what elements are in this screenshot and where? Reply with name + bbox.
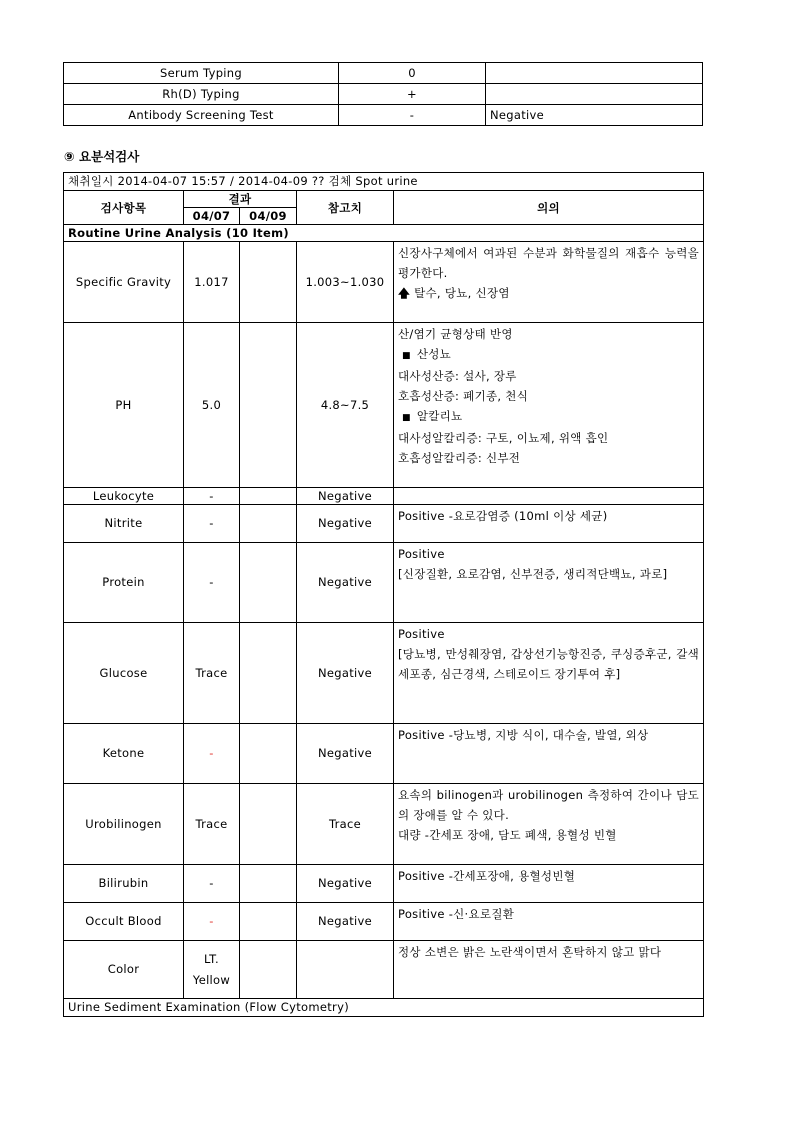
section-title: 요분석검사 [78, 149, 140, 164]
meaning-line: 대사성산증: 설사, 장루 [398, 369, 517, 383]
meaning-line: 대량 -간세포 장애, 담도 폐색, 용혈성 빈혈 [398, 828, 617, 842]
result-2 [240, 505, 297, 543]
result-2 [240, 903, 297, 941]
header-item: 검사항목 [64, 191, 184, 225]
item-name: Glucose [64, 623, 184, 724]
table-row [64, 724, 704, 784]
header-meaning: 의의 [394, 191, 704, 225]
test-name: Rh(D) Typing [64, 84, 339, 105]
group-title-row [64, 225, 704, 242]
section-number: ⑨ [64, 149, 75, 164]
item-name: Leukocyte [64, 488, 184, 505]
result-2 [240, 724, 297, 784]
result-2 [240, 865, 297, 903]
result-1: - [184, 903, 240, 941]
meaning-cell: 정상 소변은 밝은 노란색이면서 혼탁하지 않고 맑다 [394, 941, 704, 999]
meaning-line: ■ 산성뇨 [402, 347, 452, 361]
item-name: Color [64, 941, 184, 999]
table-row [64, 865, 704, 903]
section-heading [64, 147, 139, 165]
meaning-cell [394, 242, 704, 323]
item-name: Specific Gravity [64, 242, 184, 323]
result-2 [240, 488, 297, 505]
reference-value: Negative [297, 865, 394, 903]
item-name: Urobilinogen [64, 784, 184, 865]
test-name: Serum Typing [64, 63, 339, 84]
footer-row [64, 999, 704, 1017]
blood-typing-table [63, 62, 703, 126]
result-1: - [184, 543, 240, 623]
result-2 [240, 323, 297, 488]
meaning-line: 호흡성알칼리증: 신부전 [398, 451, 521, 465]
meaning-cell [394, 323, 704, 488]
meaning-cell: Positive -신·요로질환 [394, 903, 704, 941]
table-row [64, 488, 704, 505]
result-1: 5.0 [184, 323, 240, 488]
result-2 [240, 623, 297, 724]
reference-value: Negative [297, 724, 394, 784]
result-1 [184, 941, 240, 999]
meaning-line: 산/염기 균형상태 반영 [398, 327, 513, 341]
item-name: Nitrite [64, 505, 184, 543]
reference-value: Trace [297, 784, 394, 865]
result-2 [240, 543, 297, 623]
item-name: Bilirubin [64, 865, 184, 903]
test-note: Negative [486, 105, 703, 126]
result-2 [240, 784, 297, 865]
reference-value: Negative [297, 543, 394, 623]
meaning-line: 대사성알칼리증: 구토, 이뇨제, 위액 흡인 [398, 431, 609, 445]
meaning-cell: Positive -간세포장애, 용혈성빈혈 [394, 865, 704, 903]
table-row [64, 784, 704, 865]
table-row [64, 242, 704, 323]
meaning-line: 신장사구체에서 여과된 수분과 화학물질의 재흡수 능력을 평가한다. [398, 246, 700, 280]
test-note [486, 84, 703, 105]
item-name: Protein [64, 543, 184, 623]
header-row [64, 191, 704, 208]
result-line: LT. [203, 951, 220, 966]
reference-value: Negative [297, 623, 394, 724]
meaning-cell [394, 488, 704, 505]
table-row [64, 105, 703, 126]
arrow-up-icon: 🡅 [398, 286, 411, 300]
meaning-cell [394, 543, 704, 623]
item-name: Occult Blood [64, 903, 184, 941]
result-1: - [184, 505, 240, 543]
group-title: Routine Urine Analysis (10 Item) [64, 225, 704, 242]
reference-value: Negative [297, 505, 394, 543]
urine-analysis-table [63, 172, 704, 1017]
header-date-2: 04/09 [240, 208, 297, 225]
meaning-line: ■ 알칼리뇨 [402, 409, 463, 423]
square-bullet-icon: ■ [402, 413, 411, 423]
table-row [64, 543, 704, 623]
meaning-line: [신장질환, 요로감염, 신부전증, 생리적단백뇨, 과로] [398, 567, 668, 581]
table-row [64, 941, 704, 999]
table-row [64, 505, 704, 543]
table-row [64, 903, 704, 941]
meaning-line: 요속의 bilinogen과 urobilinogen 측정하여 간이나 담도의 장애를 알 수 있다. [398, 788, 700, 822]
test-name: Antibody Screening Test [64, 105, 339, 126]
table-row [64, 623, 704, 724]
test-result: - [339, 105, 486, 126]
reference-value: Negative [297, 903, 394, 941]
collection-info: 채취일시 2014-04-07 15:57 / 2014-04-09 ?? 검체 Spot urine [64, 173, 704, 191]
table-row [64, 323, 704, 488]
meaning-cell [394, 784, 704, 865]
table-row [64, 63, 703, 84]
result-2 [240, 941, 297, 999]
item-name: Ketone [64, 724, 184, 784]
collection-info-row [64, 173, 704, 191]
result-1: Trace [184, 623, 240, 724]
meaning-line: 호흡성산증: 폐기종, 천식 [398, 389, 529, 403]
reference-value: 1.003~1.030 [297, 242, 394, 323]
square-bullet-icon: ■ [402, 351, 411, 361]
result-1: - [184, 488, 240, 505]
result-1: 1.017 [184, 242, 240, 323]
reference-value: 4.8~7.5 [297, 323, 394, 488]
item-name: PH [64, 323, 184, 488]
header-date-1: 04/07 [184, 208, 240, 225]
result-1: - [184, 865, 240, 903]
test-result: + [339, 84, 486, 105]
result-1: - [184, 724, 240, 784]
meaning-line: 🡅 탈수, 당뇨, 신장염 [398, 286, 510, 300]
header-result: 결과 [184, 191, 297, 208]
reference-value: Negative [297, 488, 394, 505]
meaning-line: Positive [398, 627, 445, 641]
footer-title: Urine Sediment Examination (Flow Cytometry) [64, 999, 704, 1017]
header-reference: 참고치 [297, 191, 394, 225]
table-row [64, 84, 703, 105]
meaning-line: [당뇨병, 만성췌장염, 갑상선기능항진증, 쿠싱증후군, 갈색세포종, 심근경색, 스테로이드 장기투여 후] [398, 647, 700, 681]
meaning-cell: Positive -요로감염증 (10ml 이상 세균) [394, 505, 704, 543]
test-result: 0 [339, 63, 486, 84]
meaning-cell: Positive -당뇨병, 지방 식이, 대수술, 발열, 외상 [394, 724, 704, 784]
meaning-cell [394, 623, 704, 724]
test-note [486, 63, 703, 84]
result-1: Trace [184, 784, 240, 865]
reference-value [297, 941, 394, 999]
result-2 [240, 242, 297, 323]
meaning-line: Positive [398, 547, 445, 561]
result-line: Yellow [192, 972, 231, 987]
